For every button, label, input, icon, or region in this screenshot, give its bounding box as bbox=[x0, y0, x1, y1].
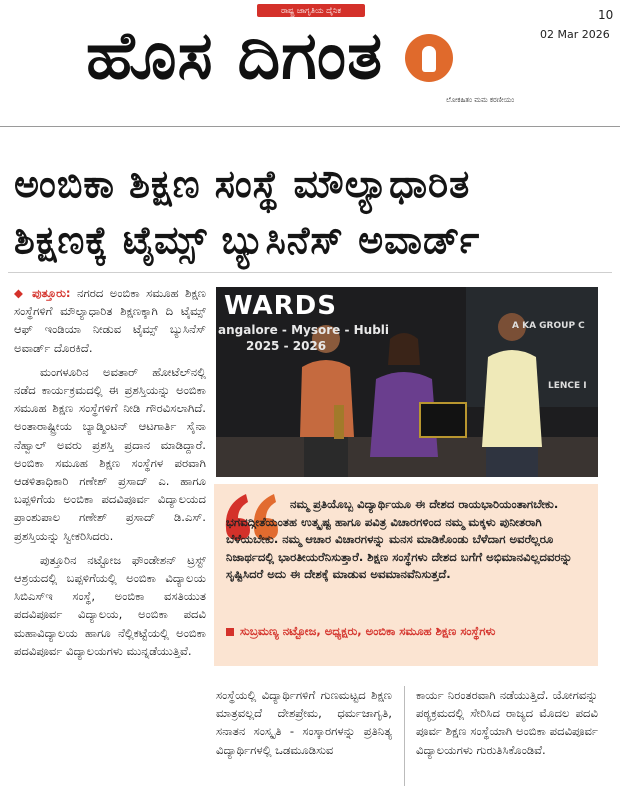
masthead-motto: ಲೋಕಹಿತಂ ಮಮ ಕರಣೀಯಂ bbox=[446, 96, 515, 104]
dateline-bullet-icon: ◆ bbox=[14, 286, 26, 300]
article-middle-column bbox=[216, 686, 392, 765]
article-paragraph: ಸಂಸ್ಥೆಯಲ್ಲಿ ವಿದ್ಯಾರ್ಥಿಗಳಿಗೆ ಗುಣಮಟ್ಟದ ಶಿಕ್ಷಣ ಮಾತ್ರವಲ್ಲದೆ ದೇಶಪ್ರೇಮ, ಧರ್ಮಜಾಗೃತಿ, ಸನಾತನ ಸಂಸ್ಕೃತಿ - ಸಂಸ್ಕಾರಗಳನ್ನು ಪ್ರತಿನಿತ್ಯ ವಿದ್ಯಾರ್ಥಿಗಳಲ್ಲಿ ಒಡಮೂಡಿಸುವ bbox=[216, 688, 392, 757]
dateline: ಪುತ್ತೂರು: bbox=[32, 286, 71, 300]
page-date: 02 Mar 2026 bbox=[540, 28, 610, 41]
photo-sponsor-text: A KA GROUP C bbox=[512, 321, 585, 331]
masthead-tagline: ರಾಷ್ಟ್ರ ಜಾಗೃತಿಯ ದೈನಿಕ bbox=[257, 4, 365, 17]
article-paragraph-text: ನಗರದ ಅಂಬಿಕಾ ಸಮೂಹ ಶಿಕ್ಷಣ ಸಂಸ್ಥೆಗಳಿಗೆ ಮೌಲ್ಯಾಧಾರಿತ ಶಿಕ್ಷಣಕ್ಕಾಗಿ ದಿ ಟೈಮ್ಸ್ ಆಫ್ ಇಂಡಿಯಾ ನೀಡುವ ಟೈಮ್ಸ್ ಬ್ಯುಸಿನೆಸ್ ಅವಾರ್ಡ್ ದೊರಕಿದೆ. bbox=[14, 286, 207, 355]
headline-line-2: ಶಿಕ್ಷಣಕ್ಕೆ ಟೈಮ್ಸ್ ಬ್ಯುಸಿನೆಸ್ ಅವಾರ್ಡ್ bbox=[14, 218, 481, 262]
masthead-emblem-icon bbox=[405, 34, 453, 82]
article-paragraph: ಪುತ್ತೂರಿನ ನಟ್ಟೋಜ ಫೌಂಡೇಶನ್ ಟ್ರಸ್ಟ್ ಆಶ್ರಯದಲ್ಲಿ ಬಪ್ಪಳಿಗೆಯಲ್ಲಿ ಅಂಬಿಕಾ ವಿದ್ಯಾಲಯ ಸಿಬಿಎಸ್‌ಇ ಸಂಸ್ಥೆ, ಅಂಬಿಕಾ ವಸತಿಯುತ ಪದವಿಪೂರ್ವ ವಿದ್ಯಾಲಯ, ಅಂಬಿಕಾ ಪದವಿ ಮಹಾವಿದ್ಯಾಲಯ ಹಾಗೂ ನೆಲ್ಲಿಕಟ್ಟೆಯಲ್ಲಿ ಅಂಬಿಕಾ ಪದವಿಪೂರ್ವ ವಿದ್ಯಾಲಯಗಳು ಮುನ್ನಡೆಯುತ್ತಿವೆ. bbox=[14, 552, 206, 658]
article-paragraph: ಕಾರ್ಯ ನಿರಂತರವಾಗಿ ನಡೆಯುತ್ತಿದೆ. ಯೋಗವನ್ನು ಪಠ್ಯಕ್ರಮದಲ್ಲಿ ಸೇರಿಸಿದ ರಾಜ್ಯದ ಮೊದಲ ಪದವಿ ಪೂರ್ವ ಶಿಕ್ಷಣ ಸಂಸ್ಥೆಯಾಗಿ ಅಂಬಿಕಾ ಪದವಿಪೂರ್ವ ವಿದ್ಯಾಲಯಗಳು ಗುರುತಿಸಿಕೊಂಡಿವೆ. bbox=[416, 688, 598, 757]
pull-quote-text: ನಮ್ಮ ಪ್ರತಿಯೊಬ್ಬ ವಿದ್ಯಾರ್ಥಿಯೂ ಈ ದೇಶದ ರಾಯಭಾರಿಯಂತಾಗಬೇಕು. ಭಗವದ್ಗೀತೆಯಂತಹ ಉತ್ಕೃಷ್ಟ ಹಾಗೂ ಪವಿತ್ರ ವಿಚಾರಗಳಿಂದ ನಮ್ಮ ಮಕ್ಕಳು ಪುನೀತರಾಗಿ ಬೆಳೆಯಬೇಕು. ನಮ್ಮ ಆಚಾರ ವಿಚಾರಗಳನ್ನು ಮನಸ ಮಾಡಿಕೊಂಡು ಬೆಳೆದಾಗ ಅವರೆಲ್ಲರೂ ನಿಜಾರ್ಥದಲ್ಲಿ ಭಾರತೀಯರೆನಿಸುತ್ತಾರೆ. ಶಿಕ್ಷಣ ಸಂಸ್ಥೆಗಳು ದೇಶದ ಬಗೆಗೆ ಅಭಿಮಾನವಿಲ್ಲದವರನ್ನು ಸೃಷ್ಟಿಸಿದರೆ ಅದು ಈ ದೇಶಕ್ಕೆ ಮಾಡುವ ಅವಮಾನವೆನಿಸುತ್ತದೆ. bbox=[226, 497, 573, 582]
quote-attribution: ಸುಬ್ರಮಣ್ಯ ನಟ್ಟೋಜ, ಅಧ್ಯಕ್ಷರು, ಅಂಬಿಕಾ ಸಮೂಹ ಶಿಕ್ಷಣ ಸಂಸ್ಥೆಗಳು bbox=[240, 624, 496, 638]
page-number: 10 bbox=[598, 8, 614, 22]
headline-line-1: ಅಂಬಿಕಾ ಶಿಕ್ಷಣ ಸಂಸ್ಥೆ ಮೌಲ್ಯಾಧಾರಿತ bbox=[14, 162, 471, 206]
photo-banner-cities: angalore - Mysore - Hubli bbox=[218, 323, 390, 337]
headline-divider bbox=[8, 272, 612, 273]
article-paragraph: ಮಂಗಳೂರಿನ ಅವತಾರ್ ಹೋಟೆಲ್‌ನಲ್ಲಿ ನಡೆದ ಕಾರ್ಯಕ್ರಮದಲ್ಲಿ ಈ ಪ್ರಶಸ್ತಿಯನ್ನು ಅಂಬಿಕಾ ಸಮೂಹ ಶಿಕ್ಷಣ ಸಂಸ್ಥೆಗಳಿಗೆ ನೀಡಿ ಗೌರವಿಸಲಾಗಿದೆ. ಅಂತಾರಾಷ್ಟ್ರೀಯ ಬ್ಯಾಡ್ಮಿಂಟನ್ ಆಟಗಾರ್ತಿ ಸೈನಾ ನೆಹ್ವಾಲ್ ಅವರು ಪ್ರಶಸ್ತಿ ಪ್ರದಾನ ಮಾಡಿದ್ದಾರೆ. ಅಂಬಿಕಾ ಸಮೂಹ ಶಿಕ್ಷಣ ಸಂಸ್ಥೆಗಳ ಪರವಾಗಿ ಆಡಳಿತಾಧಿಕಾರಿ ಗಣೇಶ್ ಪ್ರಸಾದ್ ಎ. ಹಾಗೂ ಬಪ್ಪಳಿಗೆಯ ಅಂಬಿಕಾ ಪದವಿಪೂರ್ವ ವಿದ್ಯಾಲಯದ ಪ್ರಾಂಶುಪಾಲ ಗಣೇಶ್ ಪ್ರಸಾದ್ ಡಿ.ಎಸ್. ಪ್ರಶಸ್ತಿಯನ್ನು ಸ್ವೀಕರಿಸಿದರು. bbox=[14, 364, 206, 543]
column-divider bbox=[404, 686, 405, 786]
award-photo bbox=[216, 287, 598, 477]
masthead-title: ಹೊಸ ದಿಗಂತ bbox=[86, 17, 384, 94]
photo-banner-title: WARDS bbox=[224, 291, 337, 321]
masthead-divider bbox=[0, 126, 620, 127]
article-paragraph bbox=[14, 284, 206, 357]
article-left-column bbox=[14, 284, 206, 784]
photo-sponsor-sub: LENCE I bbox=[548, 381, 587, 391]
attribution-bullet-icon bbox=[226, 628, 234, 636]
pull-quote-box bbox=[214, 484, 598, 666]
photo-banner-years: 2025 - 2026 bbox=[246, 339, 327, 353]
article-right-column bbox=[416, 686, 598, 765]
